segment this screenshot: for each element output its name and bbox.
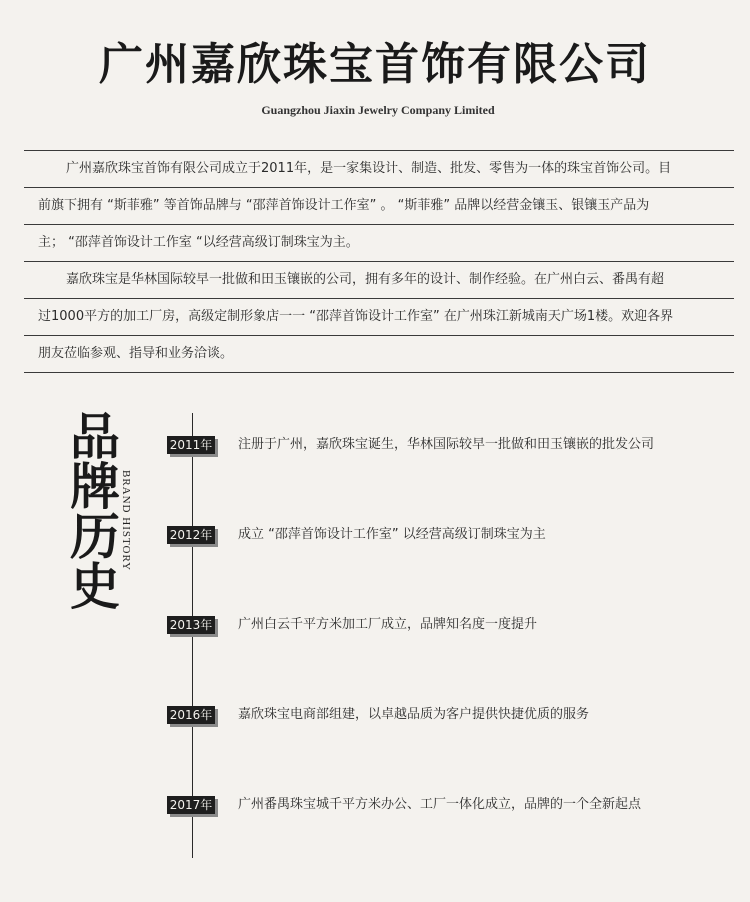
intro-line: 主； “邵萍首饰设计工作室 “以经营高级订制珠宝为主。	[24, 224, 734, 261]
event-description: 注册于广州，嘉欣珠宝诞生，华林国际较早一批做和田玉镶嵌的批发公司	[238, 437, 655, 452]
timeline-line	[192, 413, 193, 858]
year-tag: 2016年	[167, 706, 215, 724]
brand-history-char: 史	[70, 557, 120, 616]
intro-line: 朋友莅临参观、指导和业务洽谈。	[24, 335, 734, 373]
year-tag: 2017年	[167, 796, 215, 814]
company-english-name: Guangzhou Jiaxin Jewelry Company Limited	[261, 103, 495, 117]
intro-section	[24, 150, 734, 373]
event-description: 广州番禺珠宝城千平方米办公、工厂一体化成立，品牌的一个全新起点	[238, 797, 642, 812]
year-tag: 2012年	[167, 526, 215, 544]
brand-history-char: 品	[70, 407, 120, 466]
company-title: 广州嘉欣珠宝首饰有限公司	[99, 39, 651, 90]
intro-line: 嘉欣珠宝是华林国际较早一批做和田玉镶嵌的公司，拥有多年的设计、制作经验。在广州白云、番禺有超	[24, 261, 734, 298]
event-description: 嘉欣珠宝电商部组建，以卓越品质为客户提供快捷优质的服务	[238, 707, 590, 722]
event-description: 成立 “邵萍首饰设计工作室” 以经营高级订制珠宝为主	[238, 527, 546, 542]
brand-history-char: 牌	[70, 457, 120, 516]
year-tag: 2011年	[167, 436, 215, 454]
year-tag: 2013年	[167, 616, 215, 634]
intro-line: 广州嘉欣珠宝首饰有限公司成立于2011年，是一家集设计、制造、批发、零售为一体的珠宝首饰公司。目	[24, 150, 734, 187]
intro-line: 过1000平方的加工厂房，高级定制形象店一一 “邵萍首饰设计工作室” 在广州珠江新城南天广场1楼。欢迎各界	[24, 298, 734, 335]
brand-history-english: BRAND HISTORY	[120, 470, 132, 572]
event-description: 广州白云千平方米加工厂成立，品牌知名度一度提升	[238, 617, 538, 632]
intro-line: 前旗下拥有 “斯菲雅” 等首饰品牌与 “邵萍首饰设计工作室” 。 “斯菲雅” 品牌以经营金镶玉、银镶玉产品为	[24, 187, 734, 224]
brand-history-char: 历	[70, 507, 120, 566]
